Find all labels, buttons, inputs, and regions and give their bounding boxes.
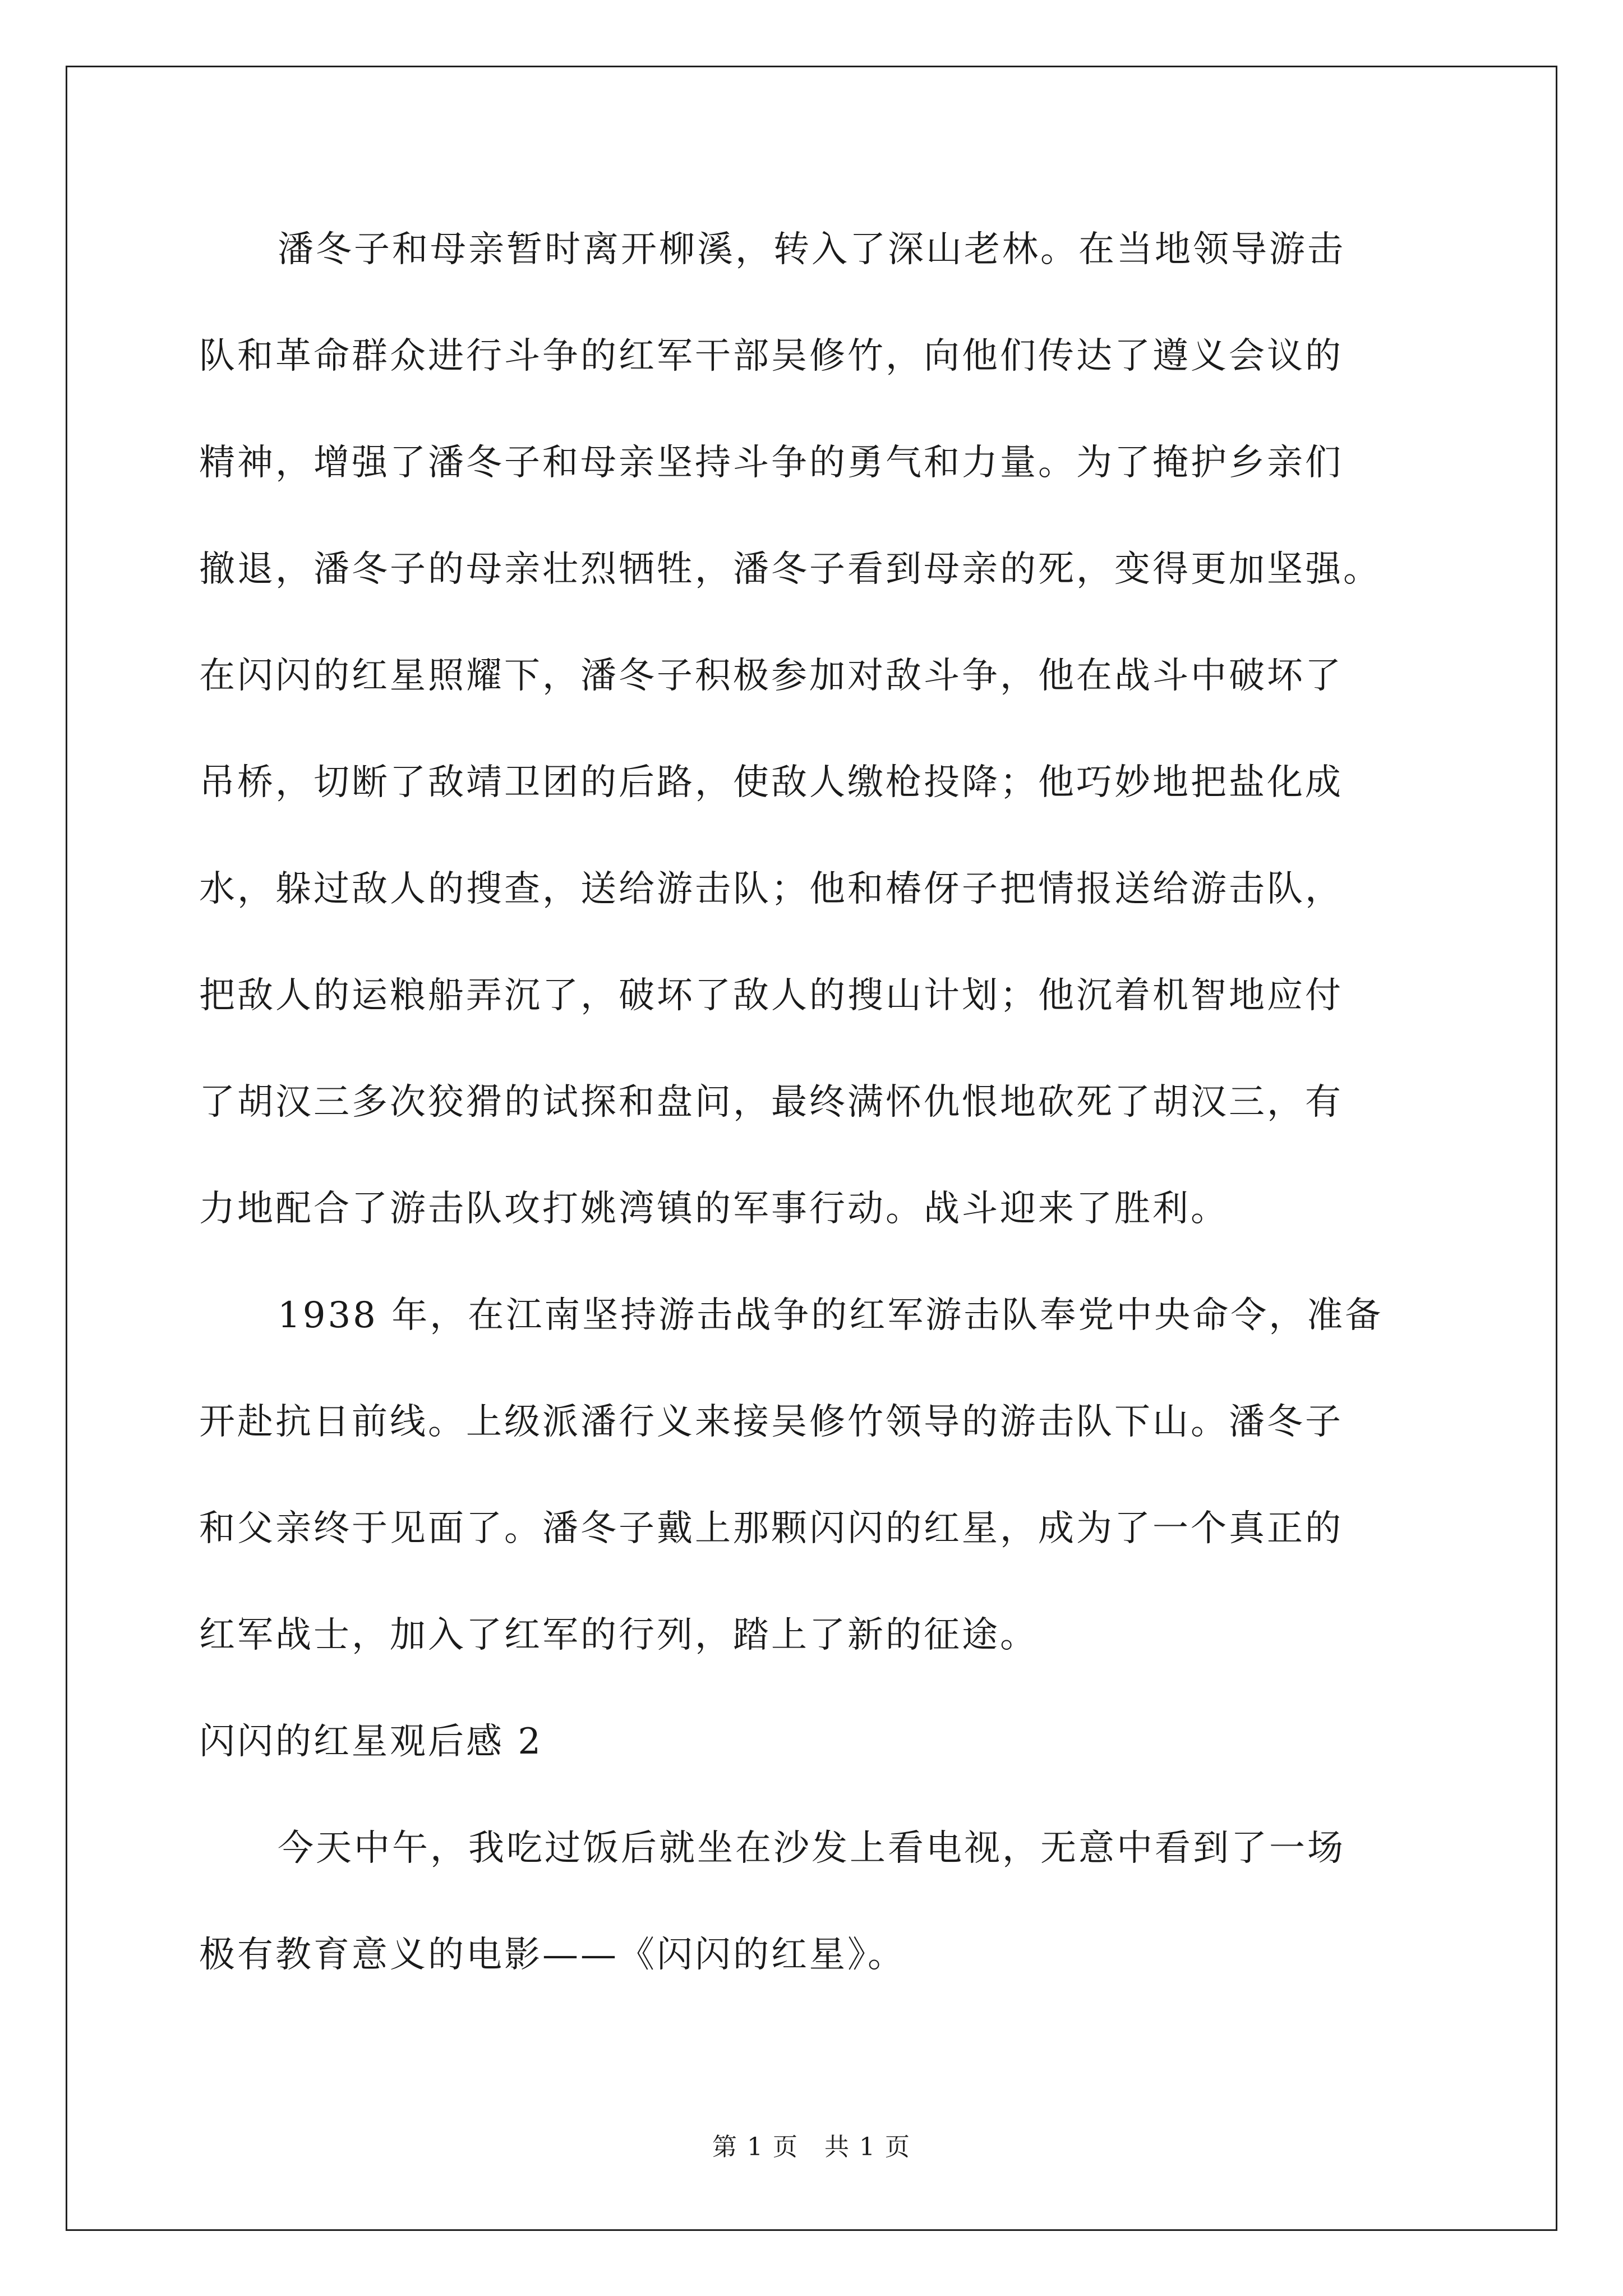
paragraph-1-line-5: 在闪闪的红星照耀下，潘冬子积极参加对敌斗争，他在战斗中破坏了 <box>199 655 1343 697</box>
paragraph-2-line-1: 1938 年，在江南坚持游击战争的红军游击队奉党中央命令，准备 <box>278 1295 1384 1336</box>
paragraph-1-line-8: 把敌人的运粮船弄沉了，破坏了敌人的搜山计划；他沉着机智地应付 <box>199 975 1343 1016</box>
paragraph-1-line-1: 潘冬子和母亲暂时离开柳溪，转入了深山老林。在当地领导游击 <box>278 229 1345 270</box>
paragraph-1-line-2: 队和革命群众进行斗争的红军干部吴修竹，向他们传达了遵义会议的 <box>199 335 1343 377</box>
section-heading: 闪闪的红星观后感 2 <box>199 1721 543 1763</box>
paragraph-1-line-9: 了胡汉三多次狡猾的试探和盘问，最终满怀仇恨地砍死了胡汉三，有 <box>199 1082 1343 1123</box>
paragraph-1-line-6: 吊桥，切断了敌靖卫团的后路，使敌人缴枪投降；他巧妙地把盐化成 <box>199 762 1343 803</box>
paragraph-2-line-3: 和父亲终于见面了。潘冬子戴上那颗闪闪的红星，成为了一个真正的 <box>199 1508 1343 1549</box>
paragraph-1-line-4: 撤退，潘冬子的母亲壮烈牺牲，潘冬子看到母亲的死，变得更加坚强。 <box>199 549 1381 590</box>
paragraph-2-line-4: 红军战士，加入了红军的行列，踏上了新的征途。 <box>199 1614 1038 1656</box>
page-footer: 第 1 页 共 1 页 <box>712 2133 911 2161</box>
paragraph-1-line-3: 精神，增强了潘冬子和母亲坚持斗争的勇气和力量。为了掩护乡亲们 <box>199 442 1343 484</box>
page-border <box>66 66 1557 2231</box>
paragraph-3-line-1: 今天中午，我吃过饭后就坐在沙发上看电视，无意中看到了一场 <box>278 1828 1345 1869</box>
paragraph-3-line-2: 极有教育意义的电影——《闪闪的红星》。 <box>199 1934 906 1976</box>
paragraph-1-line-10: 力地配合了游击队攻打姚湾镇的军事行动。战斗迎来了胜利。 <box>199 1188 1229 1230</box>
paragraph-2-line-2: 开赴抗日前线。上级派潘行义来接吴修竹领导的游击队下山。潘冬子 <box>199 1401 1343 1443</box>
paragraph-1-line-7: 水，躲过敌人的搜查，送给游击队；他和椿伢子把情报送给游击队， <box>199 868 1343 910</box>
